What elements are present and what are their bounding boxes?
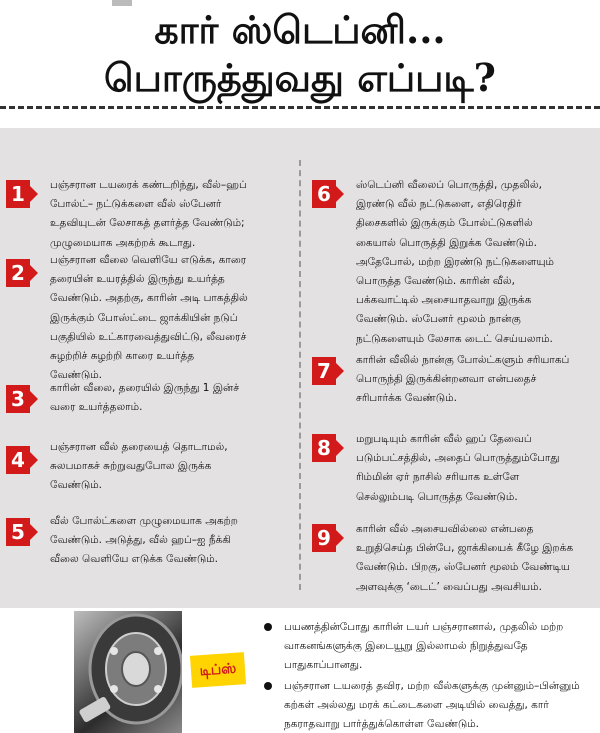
tip-text-line: பாதுகாப்பானது. bbox=[284, 659, 363, 671]
title-line-1: கார் ஸ்டெப்னி... bbox=[154, 7, 446, 52]
step-number-badge: 3 bbox=[6, 385, 30, 413]
step-text-line: வீல் போல்ட்களை முழுமையாக அகற்ற bbox=[50, 515, 238, 527]
step-number-badge: 1 bbox=[6, 180, 30, 208]
step-text-line: பக்கவாட்டில் அசையாதவாறு இருக்க bbox=[356, 294, 532, 307]
step-text-line: வீலை வெளியே எடுக்க வேண்டும். bbox=[50, 553, 219, 566]
step-text bbox=[50, 176, 247, 253]
step-text-line: படும்பட்சத்தில், அதைப் பொருத்தும்போது bbox=[356, 452, 560, 465]
tip-text bbox=[284, 618, 563, 675]
step-text-line: நட்டுகளையும் லேசாக டைட் செய்யலாம். bbox=[356, 332, 553, 345]
step-text-line: வரை உயர்த்தலாம். bbox=[50, 401, 143, 414]
step-text-line: ஸ்டெப்னி வீலைப் பொருத்தி, முதலில், bbox=[356, 179, 542, 191]
step-number-badge: 7 bbox=[312, 357, 336, 385]
step-text-line: அளவுக்கு ‘டைட்’ வைப்பது அவசியம். bbox=[356, 580, 542, 593]
step-number-badge: 4 bbox=[6, 446, 30, 474]
bullet-icon bbox=[264, 682, 272, 690]
step-text-line: சுழற்றிச் சுழற்றி காரை உயர்த்த bbox=[50, 350, 195, 363]
step-text-line: வேண்டும். அதற்கு, காரின் அடி பாகத்தில் bbox=[50, 292, 248, 305]
step-text-line: காரின் வீல் அசையவில்லை என்பதை bbox=[356, 523, 534, 535]
step-number-badge: 9 bbox=[312, 524, 336, 552]
step-number-badge: 6 bbox=[312, 180, 336, 208]
tip-text-line: கற்கள் அல்லது மரக் கட்டைகளை அடியில் வைத்து, கார் bbox=[284, 699, 549, 711]
step-text-line: வேண்டும். bbox=[50, 479, 103, 492]
tip-text-line: நகராதவாறு பார்த்துக்கொள்ள வேண்டும். bbox=[284, 718, 479, 730]
step-number-badge: 2 bbox=[6, 259, 30, 287]
step-text-line: செல்லும்படி பொருத்த வேண்டும். bbox=[356, 490, 518, 503]
tips-badge: டிப்ஸ் bbox=[190, 652, 246, 688]
step-text-line: காரின் வீலை, தரையில் இருந்து 1 இன்ச் bbox=[50, 382, 240, 394]
title-line-2: பொருத்துவது எப்படி? bbox=[104, 55, 496, 100]
step-text-line: உதவியுடன் லேசாகத் தளர்த்த வேண்டும்; bbox=[50, 217, 245, 230]
step-text-line: சரிபார்க்க வேண்டும். bbox=[356, 392, 457, 405]
step-text-line: இருக்கும் போஸ்ட்டை ஜாக்கியின் நடுப் bbox=[50, 311, 238, 324]
step-text-line: வேண்டும். அடுத்து, வீல் ஹப்–ஐ நீக்கி bbox=[50, 534, 231, 547]
step-text-line: வேண்டும். பிறகு, ஸ்பேனர் மூலம் வேண்டிய bbox=[356, 561, 570, 574]
step-text bbox=[356, 351, 569, 409]
tip-text-line: பஞ்சரான டயரைத் தவிர, மற்ற வீல்களுக்கு முன்னும்–பின்னும் bbox=[284, 680, 580, 692]
tip-text-line: வாகனங்களுக்கு இடையூறு இல்லாமல் நிறுத்துவதே bbox=[284, 640, 528, 652]
column-divider bbox=[299, 160, 301, 590]
step-text-line: பஞ்சரான வீல் தரையைத் தொடாமல், bbox=[50, 441, 228, 453]
step-text bbox=[356, 520, 573, 597]
tip-text bbox=[284, 677, 580, 733]
page-title bbox=[0, 6, 600, 102]
wheel-hub-photo bbox=[74, 611, 182, 733]
step-text-line: பொருத்த வேண்டும். காரின் வீல், bbox=[356, 275, 515, 288]
step-text-line: முழுமையாக அகற்றக் கூடாது. bbox=[50, 236, 196, 249]
step-text-line: ரிம்மின் ஏர் நாசில் சரியாக உள்ளே bbox=[356, 471, 520, 484]
step-text-line: கையால் பொருத்தி இறுக்க வேண்டும். bbox=[356, 236, 537, 249]
step-text-line: காரின் வீலில் நான்கு போல்ட்களும் சரியாகப் bbox=[356, 354, 570, 366]
step-text bbox=[356, 430, 560, 507]
step-text bbox=[50, 512, 238, 570]
step-text-line: திசைகளில் இருக்கும் போல்ட்டுகளில் bbox=[356, 217, 533, 230]
step-text-line: உறுதிசெய்த பின்பே, ஜாக்கியைக் கீழே இறக்க bbox=[356, 542, 574, 555]
title-divider bbox=[0, 106, 600, 109]
step-text bbox=[356, 176, 554, 349]
step-text-line: பொருந்தி இருக்கின்றனவா என்பதைச் bbox=[356, 373, 537, 386]
step-text-line: வேண்டும். ஸ்பேனர் மூலம் நான்கு bbox=[356, 313, 521, 326]
step-number-badge: 8 bbox=[312, 434, 336, 462]
step-text-line: போல்ட்– நட்டுக்களை வீல் ஸ்பேனர் bbox=[50, 198, 222, 211]
step-text-line: பகுதியில் உட்காரவைத்துவிட்டு, லீவரைச் bbox=[50, 330, 247, 343]
step-text-line: தரையின் உயரத்தில் இருந்து உயர்த்த bbox=[50, 273, 225, 286]
step-text-line: மறுபடியும் காரின் வீல் ஹப் தேவைப் bbox=[356, 433, 532, 445]
step-number-badge: 5 bbox=[6, 518, 30, 546]
step-text-line: அதேபோல், மற்ற இரண்டு நட்டுகளையும் bbox=[356, 255, 554, 268]
step-text-line: இரண்டு வீல் நட்டுகளை, எதிரெதிர் bbox=[356, 198, 522, 211]
step-text-line: வேண்டும். bbox=[50, 369, 103, 382]
step-text-line: சுலபமாகச் சுற்றுவதுபோல இருக்க bbox=[50, 460, 212, 473]
step-text-line: பஞ்சரான டயரைக் கண்டறிந்து, வீல்–ஹப் bbox=[50, 179, 247, 191]
step-text bbox=[50, 438, 228, 496]
step-text bbox=[50, 379, 239, 417]
bullet-icon bbox=[264, 623, 272, 631]
step-text bbox=[50, 251, 248, 385]
step-text-line: பஞ்சரான வீலை வெளியே எடுக்க, காரை bbox=[50, 254, 247, 266]
tip-text-line: பயணத்தின்போது காரின் டயர் பஞ்சரானால், முதலில் மற்ற bbox=[284, 621, 564, 633]
